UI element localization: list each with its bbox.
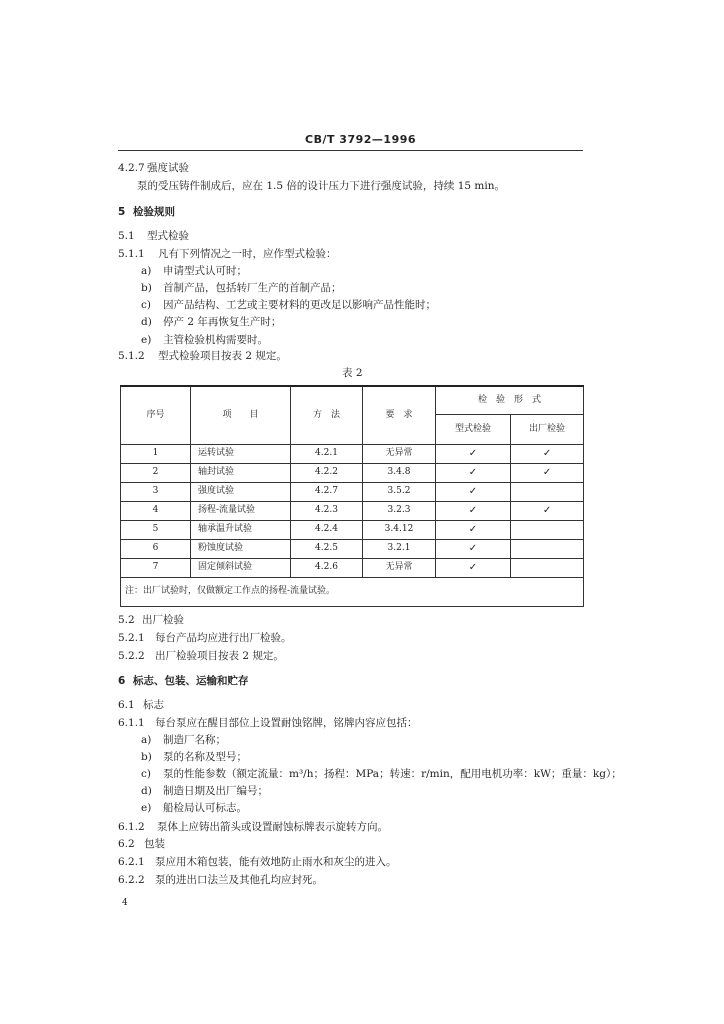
clause-number: 6.1	[118, 699, 135, 711]
clause-title: 强度试验	[147, 162, 189, 174]
cell-requirement: 无异常	[363, 558, 436, 577]
cell-method: 4.2.1	[291, 444, 363, 463]
cell-item: 固定倾斜试验	[191, 558, 291, 577]
list-marker: a)	[141, 734, 152, 746]
list-item: 因产品结构、工艺或主要材料的更改足以影响产品性能时；	[163, 299, 436, 311]
inspection-table	[120, 385, 584, 607]
cell-requirement: 3.2.1	[363, 539, 436, 558]
list-marker: a)	[141, 265, 152, 277]
header-method: 方 法	[291, 386, 363, 444]
cell-method: 4.2.4	[291, 520, 363, 539]
clause-text: 泵应用木箱包装，能有效地防止雨水和灰尘的进入。	[155, 856, 397, 868]
clause-number: 6.2.2	[118, 874, 145, 886]
table-row	[121, 539, 584, 558]
cell-item: 扬程-流量试验	[191, 501, 291, 520]
check-icon: ✓	[436, 444, 511, 463]
cell-item: 轴封试验	[191, 463, 291, 482]
check-icon: ✓	[511, 444, 584, 463]
check-icon	[511, 539, 584, 558]
check-icon	[511, 520, 584, 539]
table-row	[121, 463, 584, 482]
clause-text: 每台泵应在醒目部位上设置耐蚀铭牌，铭牌内容应包括：	[155, 717, 418, 729]
clause-title: 型式检验	[147, 230, 189, 242]
check-icon	[511, 558, 584, 577]
clause-text: 凡有下列情况之一时，应作型式检验：	[158, 248, 337, 260]
check-icon: ✓	[436, 558, 511, 577]
standard-code: CB/T 3792—1996	[305, 133, 417, 146]
clause-text: 型式检验项目按表 2 规定。	[158, 350, 287, 362]
cell-requirement: 3.2.3	[363, 501, 436, 520]
check-icon: ✓	[436, 501, 511, 520]
cell-item: 运转试验	[191, 444, 291, 463]
list-item: 停产 2 年再恢复生产时；	[163, 316, 282, 328]
list-marker: b)	[141, 751, 152, 763]
section-title: 标志、包装、运输和贮存	[133, 675, 249, 687]
header-requirement: 要 求	[363, 386, 436, 444]
cell-method: 4.2.2	[291, 463, 363, 482]
cell-method: 4.2.7	[291, 482, 363, 501]
list-item: 主管检验机构需要时。	[163, 334, 268, 346]
check-icon: ✓	[436, 463, 511, 482]
list-marker: e)	[141, 802, 152, 814]
cell-method: 4.2.5	[291, 539, 363, 558]
check-icon: ✓	[436, 539, 511, 558]
clause-title: 包装	[144, 838, 165, 850]
table-note: 注：出厂试验时，仅做额定工作点的扬程-流量试验。	[121, 577, 584, 606]
clause-text: 泵体上应铸出箭头或设置耐蚀标牌表示旋转方向。	[157, 821, 388, 833]
header-inspection-form: 检 验 形 式	[436, 386, 584, 414]
list-marker: d)	[141, 785, 152, 797]
header-no: 序号	[121, 386, 191, 444]
cell-requirement: 3.4.8	[363, 463, 436, 482]
check-icon: ✓	[511, 463, 584, 482]
list-marker: b)	[141, 282, 152, 294]
cell-requirement: 无异常	[363, 444, 436, 463]
clause-number: 6.2	[118, 838, 135, 850]
cell-no: 7	[121, 558, 191, 577]
list-item: 泵的性能参数（额定流量：m³/h；扬程：MPa；转速：r/min，配用电机功率：kW；重量：kg）；	[163, 768, 622, 780]
list-item: 申请型式认可时；	[163, 265, 247, 277]
clause-number: 6.2.1	[118, 856, 145, 868]
clause-number: 5.1	[118, 230, 135, 242]
list-item: 泵的名称及型号；	[163, 751, 247, 763]
list-marker: d)	[141, 316, 152, 328]
check-icon	[511, 482, 584, 501]
clause-number: 5.2	[118, 614, 135, 626]
table-caption: 表 2	[342, 367, 363, 379]
clause-text: 每台产品均应进行出厂检验。	[155, 632, 292, 644]
list-marker: e)	[141, 334, 152, 346]
section-number: 6	[118, 675, 126, 687]
check-icon: ✓	[436, 482, 511, 501]
clause-title: 出厂检验	[142, 614, 184, 626]
cell-method: 4.2.3	[291, 501, 363, 520]
table-row	[121, 558, 584, 577]
clause-number: 5.1.1	[118, 248, 145, 260]
page-number: 4	[122, 898, 128, 908]
clause-number: 5.1.2	[118, 350, 145, 362]
clause-text: 泵的受压铸件制成后，应在 1.5 倍的设计压力下进行强度试验，持续 15 min。	[137, 180, 505, 192]
header-rule	[118, 150, 583, 151]
clause-text: 出厂检验项目按表 2 规定。	[155, 650, 284, 662]
list-item: 首制产品，包括转厂生产的首制产品；	[163, 282, 342, 294]
clause-title: 标志	[143, 699, 164, 711]
cell-no: 1	[121, 444, 191, 463]
list-marker: c)	[141, 299, 151, 311]
cell-item: 粉蚀度试验	[191, 539, 291, 558]
check-icon: ✓	[511, 501, 584, 520]
cell-no: 2	[121, 463, 191, 482]
section-number: 5	[118, 206, 126, 218]
clause-number: 6.1.2	[118, 821, 145, 833]
clause-number: 5.2.2	[118, 650, 145, 662]
cell-no: 4	[121, 501, 191, 520]
clause-number: 5.2.1	[118, 632, 145, 644]
header-factory-test: 出厂检验	[511, 414, 584, 444]
list-marker: c)	[141, 768, 151, 780]
list-item: 船检局认可标志。	[163, 802, 247, 814]
cell-no: 6	[121, 539, 191, 558]
cell-no: 3	[121, 482, 191, 501]
table-row	[121, 501, 584, 520]
cell-requirement: 3.4.12	[363, 520, 436, 539]
clause-number: 6.1.1	[118, 717, 145, 729]
header-type-test: 型式检验	[436, 414, 511, 444]
section-title: 检验规则	[133, 206, 175, 218]
header-item: 项 目	[191, 386, 291, 444]
table-row	[121, 520, 584, 539]
cell-method: 4.2.6	[291, 558, 363, 577]
table-row	[121, 444, 584, 463]
check-icon: ✓	[436, 520, 511, 539]
cell-item: 轴承温升试验	[191, 520, 291, 539]
table-row	[121, 482, 584, 501]
clause-text: 泵的进出口法兰及其他孔均应封死。	[155, 874, 323, 886]
clause-number: 4.2.7	[118, 162, 145, 174]
cell-no: 5	[121, 520, 191, 539]
list-item: 制造厂名称；	[163, 734, 226, 746]
cell-requirement: 3.5.2	[363, 482, 436, 501]
list-item: 制造日期及出厂编号；	[163, 785, 268, 797]
cell-item: 强度试验	[191, 482, 291, 501]
